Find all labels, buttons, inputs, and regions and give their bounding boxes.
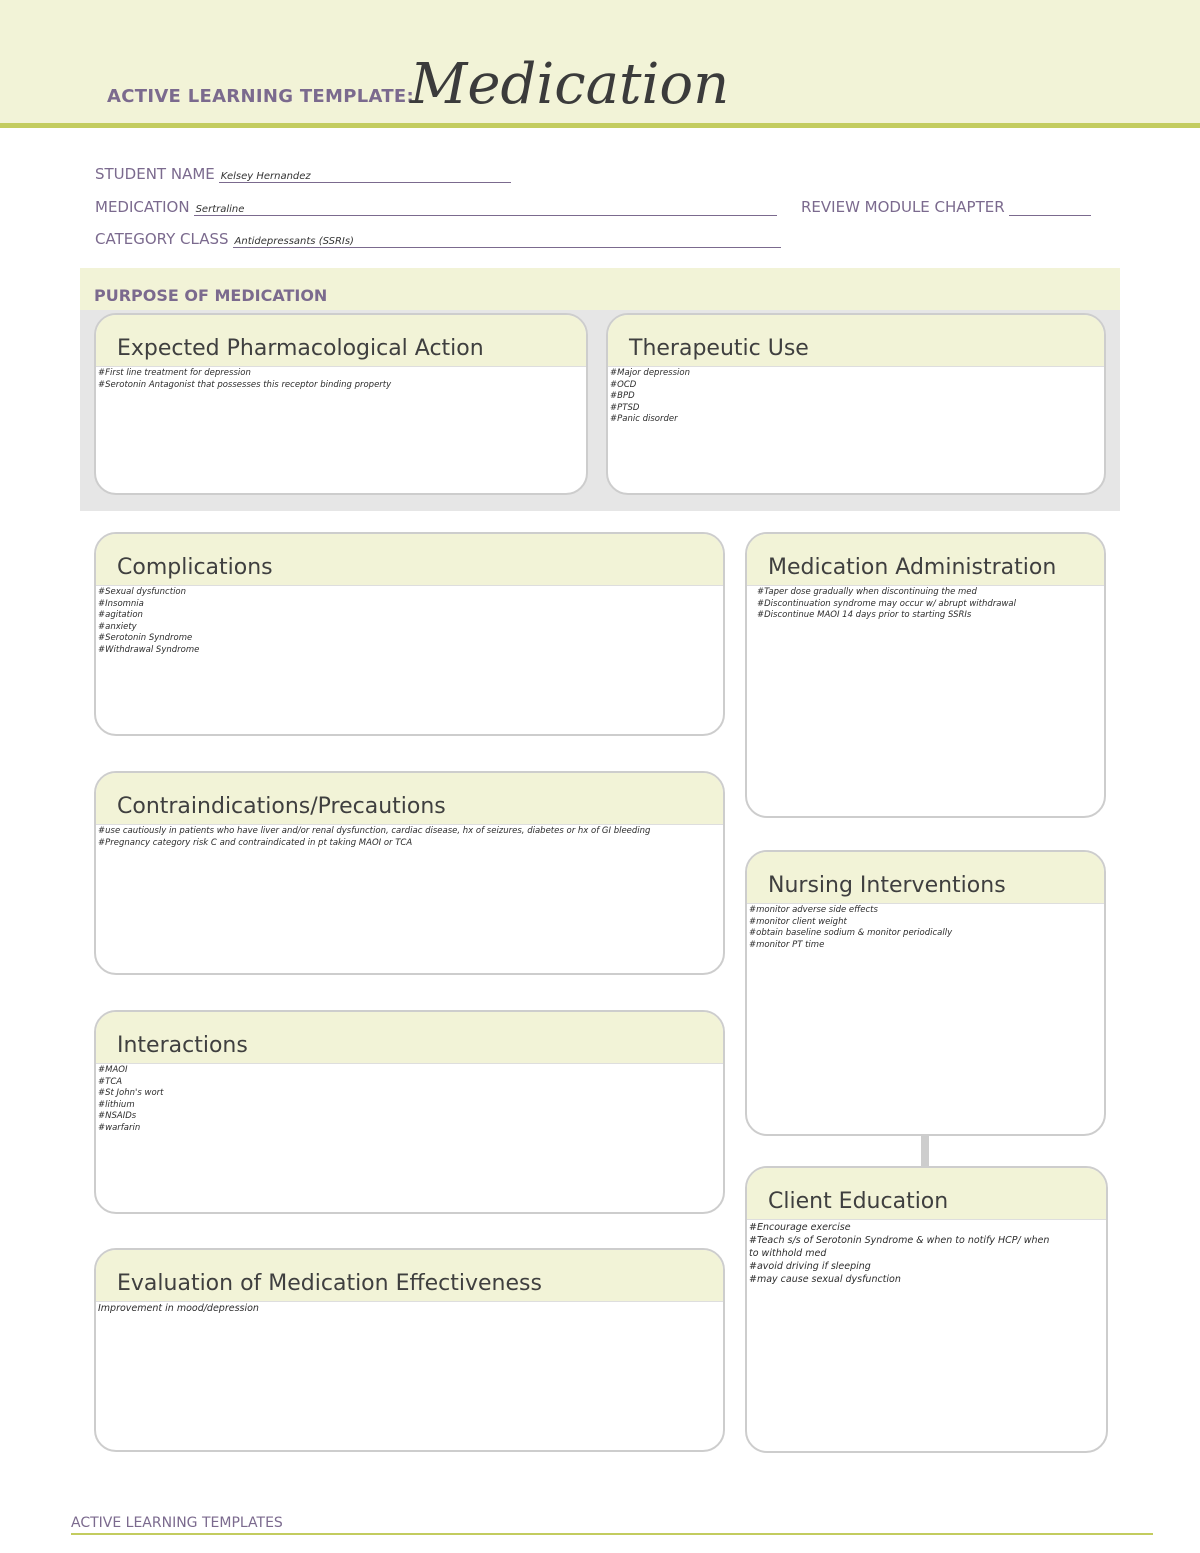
category-class-row xyxy=(95,230,781,248)
template-label: ACTIVE LEARNING TEMPLATE: xyxy=(107,86,414,107)
interactions-line: #MAOI xyxy=(98,1065,128,1075)
nursing-interventions-line: #monitor PT time xyxy=(749,939,825,950)
client-education-line: #Encourage exercise xyxy=(749,1222,851,1233)
expected-action-header xyxy=(96,315,586,367)
interactions-header xyxy=(96,1012,723,1064)
interactions-line: #St John's wort xyxy=(98,1088,164,1098)
medication-administration-notes[interactable] xyxy=(747,586,1104,622)
interactions-card xyxy=(94,1010,725,1214)
therapeutic-use-line: #PTSD xyxy=(610,402,640,413)
contraindications-notes[interactable] xyxy=(96,825,723,849)
contraindications-header xyxy=(96,773,723,825)
nursing-interventions-line: #monitor adverse side effects xyxy=(749,905,878,915)
complications-line: #Withdrawal Syndrome xyxy=(98,644,200,655)
student-name-field[interactable] xyxy=(219,166,511,183)
therapeutic-use-line: #BPD xyxy=(610,391,635,401)
therapeutic-use-notes[interactable] xyxy=(608,367,1104,426)
expected-action-notes[interactable] xyxy=(96,367,586,391)
contraindications-card xyxy=(94,771,725,975)
therapeutic-use-header xyxy=(608,315,1104,367)
nursing-interventions-line: #obtain baseline sodium & monitor periodically xyxy=(749,928,953,938)
evaluation-title: Evaluation of Medication Effectiveness xyxy=(117,1271,542,1296)
interactions-line: #TCA xyxy=(98,1076,123,1087)
medication-label: MEDICATION xyxy=(95,198,190,216)
evaluation-card xyxy=(94,1248,725,1452)
evaluation-header xyxy=(96,1250,723,1302)
medication-row xyxy=(95,198,777,216)
footer-label: ACTIVE LEARNING TEMPLATES xyxy=(71,1515,283,1531)
purpose-section-title: PURPOSE OF MEDICATION xyxy=(94,286,328,305)
therapeutic-use-card xyxy=(606,313,1106,495)
complications-line: #agitation xyxy=(98,610,143,620)
complications-line: #Sexual dysfunction xyxy=(98,587,187,597)
client-education-line: #may cause sexual dysfunction xyxy=(749,1274,901,1285)
client-education-line: #Teach s/s of Serotonin Syndrome & when to notify HCP/ when xyxy=(749,1235,1050,1246)
therapeutic-use-line: #Panic disorder xyxy=(610,414,678,424)
interactions-line: #lithium xyxy=(98,1099,135,1110)
complications-line: #Insomnia xyxy=(98,598,144,609)
interactions-title: Interactions xyxy=(117,1033,248,1058)
medication-administration-line: #Discontinue MAOI 14 days prior to starting SSRIs xyxy=(757,610,972,620)
complications-line: #anxiety xyxy=(98,621,137,632)
client-education-line: to withhold med xyxy=(749,1248,827,1259)
expected-action-line: #First line treatment for depression xyxy=(98,368,251,378)
therapeutic-use-line: #Major depression xyxy=(610,368,690,378)
interactions-line: #NSAIDs xyxy=(98,1111,137,1121)
evaluation-notes[interactable] xyxy=(96,1302,723,1315)
contraindications-title: Contraindications/Precautions xyxy=(117,794,446,819)
nursing-interventions-line: #monitor client weight xyxy=(749,916,847,927)
complications-notes[interactable] xyxy=(96,586,723,656)
interactions-line: #warfarin xyxy=(98,1122,141,1133)
student-name-row xyxy=(95,165,511,183)
interactions-notes[interactable] xyxy=(96,1064,723,1134)
client-education-card xyxy=(745,1166,1108,1453)
therapeutic-use-line: #OCD xyxy=(610,379,637,390)
client-education-line: #avoid driving if sleeping xyxy=(749,1261,871,1272)
contraindications-line: #use cautiously in patients who have liver and/or renal dysfunction, cardiac disease, hx of seizures, diabetes or hx of GI bleeding xyxy=(98,826,651,836)
complications-line: #Serotonin Syndrome xyxy=(98,633,193,643)
student-name-label: STUDENT NAME xyxy=(95,165,215,183)
category-class-value: Antidepressants (SSRIs) xyxy=(234,236,354,247)
client-education-notes[interactable] xyxy=(747,1220,1106,1286)
review-module-label: REVIEW MODULE CHAPTER xyxy=(801,198,1005,216)
student-name-value: Kelsey Hernandez xyxy=(220,171,311,182)
nursing-interventions-title: Nursing Interventions xyxy=(768,873,1006,898)
medication-administration-line: #Taper dose gradually when discontinuing the med xyxy=(757,587,977,597)
nursing-interventions-notes[interactable] xyxy=(747,904,1104,951)
expected-action-card xyxy=(94,313,588,495)
page-title: Medication xyxy=(410,52,730,117)
nursing-interventions-header xyxy=(747,852,1104,904)
complications-header xyxy=(96,534,723,586)
contraindications-line: #Pregnancy category risk C and contraindicated in pt taking MAOI or TCA xyxy=(98,837,413,848)
review-module-row xyxy=(801,198,1091,216)
evaluation-line: Improvement in mood/depression xyxy=(98,1303,259,1314)
nursing-interventions-card xyxy=(745,850,1106,1136)
footer-divider xyxy=(71,1533,1153,1535)
section-connector xyxy=(921,1135,929,1167)
category-class-field[interactable] xyxy=(233,231,781,248)
medication-value: Sertraline xyxy=(195,204,245,215)
expected-action-title: Expected Pharmacological Action xyxy=(117,336,484,361)
review-module-field[interactable] xyxy=(1009,199,1091,216)
medication-administration-card xyxy=(745,532,1106,818)
category-class-label: CATEGORY CLASS xyxy=(95,230,229,248)
client-education-title: Client Education xyxy=(768,1189,949,1214)
expected-action-line: #Serotonin Antagonist that possesses this receptor binding property xyxy=(98,379,392,390)
header-divider xyxy=(0,123,1200,128)
client-education-header xyxy=(747,1168,1106,1220)
therapeutic-use-title: Therapeutic Use xyxy=(629,336,809,361)
medication-administration-line: #Discontinuation syndrome may occur w/ abrupt withdrawal xyxy=(757,598,1016,609)
complications-title: Complications xyxy=(117,555,273,580)
medication-field[interactable] xyxy=(194,199,777,216)
medication-administration-header xyxy=(747,534,1104,586)
medication-administration-title: Medication Administration xyxy=(768,555,1057,580)
complications-card xyxy=(94,532,725,736)
